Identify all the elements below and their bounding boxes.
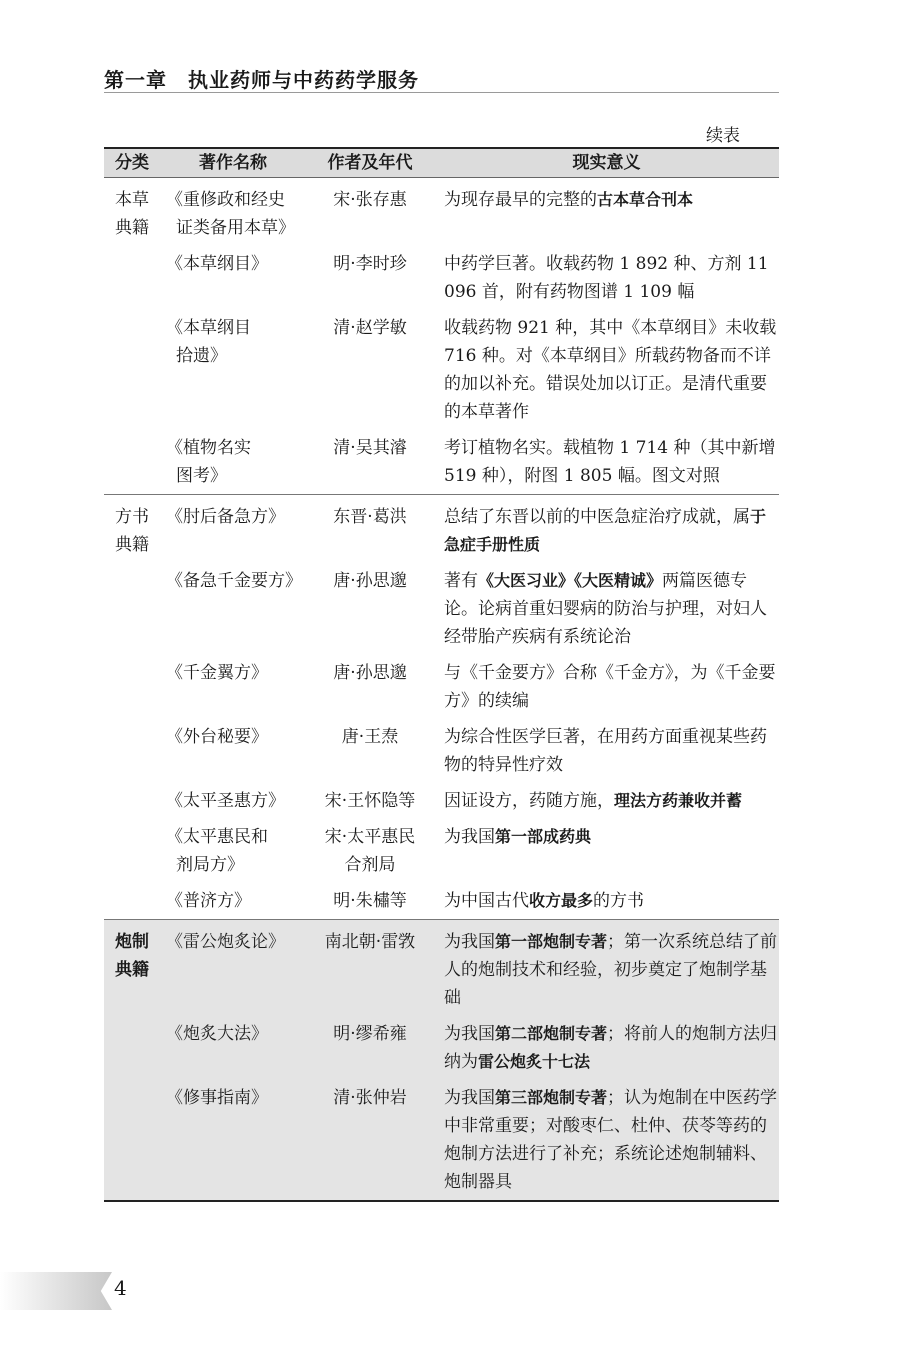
table-body — [104, 178, 779, 1200]
author-cell — [306, 434, 434, 490]
author-cell — [306, 1084, 434, 1196]
significance-text: 两篇医德专论。论病首重妇婴病的防治与护理，对妇人经带胎产疾病有系统论治 — [444, 571, 767, 647]
continuation-label: 续表 — [706, 126, 740, 146]
table-row — [160, 715, 779, 779]
title-cell — [160, 723, 306, 779]
significance-cell — [434, 787, 779, 815]
significance-text: 的方书 — [593, 891, 645, 911]
table-row — [160, 178, 779, 242]
header-rule — [104, 92, 779, 93]
author-cell — [306, 887, 434, 915]
author-line: 唐·王焘 — [341, 727, 399, 747]
table-group — [104, 919, 779, 1200]
title-line: 图考》 — [176, 466, 227, 486]
title-line: 《雷公炮炙论》 — [166, 932, 285, 952]
significance-text: 为我国 — [444, 1024, 495, 1044]
table-row — [160, 879, 779, 915]
category-cell — [104, 178, 160, 494]
author-line: 清·张仲岩 — [333, 1088, 407, 1108]
significance-emphasis: 第一部炮制专著 — [495, 932, 608, 951]
category-line: 典籍 — [115, 218, 149, 238]
table-header — [104, 149, 779, 177]
author-line: 宋·王怀隐等 — [324, 791, 416, 811]
title-cell — [160, 314, 306, 426]
title-line: 《千金翼方》 — [166, 663, 268, 683]
author-cell — [306, 503, 434, 559]
significance-text: ；认为炮制在中医药学中非常重要；对酸枣仁、杜仲、茯苓等药的炮制方法进行了补充；系统论述炮制辅料、炮制器具 — [444, 1088, 778, 1192]
group-rows — [160, 178, 779, 494]
table-group — [104, 178, 779, 494]
title-line: 拾遗》 — [176, 346, 227, 366]
table-row — [160, 1076, 779, 1196]
table-row — [160, 306, 779, 426]
title-line: 《普济方》 — [166, 891, 251, 911]
title-cell — [160, 567, 306, 651]
significance-text: 为我国 — [444, 932, 495, 952]
title-line: 《修事指南》 — [166, 1088, 268, 1108]
significance-text: 与《千金要方》合称《千金方》，为《千金要方》的续编 — [444, 663, 776, 711]
significance-cell — [434, 1020, 779, 1076]
title-cell — [160, 1020, 306, 1076]
significance-cell — [434, 1084, 779, 1196]
title-line: 《重修政和经史 — [166, 190, 285, 210]
chapter-title: 第一章 执业药师与中药药学服务 — [104, 68, 419, 92]
author-line: 宋·太平惠民 — [324, 827, 416, 847]
table-bottom-rule — [104, 1200, 779, 1202]
significance-text: 中药学巨著。收载药物 1 892 种、方剂 11 096 首，附有药物图谱 1 109 幅 — [444, 254, 769, 302]
category-line: 典籍 — [115, 960, 149, 980]
significance-text: 为我国 — [444, 1088, 495, 1108]
table-row — [160, 495, 779, 559]
table-row — [160, 779, 779, 815]
title-cell — [160, 823, 306, 879]
category-line: 典籍 — [115, 535, 149, 555]
title-cell — [160, 503, 306, 559]
title-cell — [160, 659, 306, 715]
column-header: 现实意义 — [572, 153, 641, 173]
author-line: 东晋·葛洪 — [333, 507, 407, 527]
significance-text: ；将前人的炮制方法归纳为 — [444, 1024, 778, 1072]
author-line: 唐·孙思邈 — [333, 663, 407, 683]
significance-emphasis: 《大医习业》《大医精诚》 — [478, 571, 663, 590]
title-cell — [160, 186, 306, 242]
column-header: 分类 — [115, 153, 149, 173]
title-cell — [160, 928, 306, 1012]
title-line: 《太平圣惠方》 — [166, 791, 285, 811]
author-line: 唐·孙思邈 — [333, 571, 407, 591]
significance-emphasis: 第一部成药典 — [495, 827, 592, 846]
category-line: 炮制 — [115, 932, 149, 952]
author-line: 明·缪希雍 — [333, 1024, 407, 1044]
author-cell — [306, 928, 434, 1012]
author-line: 清·赵学敏 — [333, 318, 407, 338]
author-line: 清·吴其濬 — [333, 438, 407, 458]
author-cell — [306, 186, 434, 242]
significance-emphasis: 第二部炮制专著 — [495, 1024, 608, 1043]
column-header: 著作名称 — [199, 153, 267, 173]
title-line: 《炮炙大法》 — [166, 1024, 268, 1044]
group-rows — [160, 495, 779, 919]
significance-cell — [434, 567, 779, 651]
author-line: 合剂局 — [344, 855, 396, 875]
table-row — [160, 815, 779, 879]
table — [104, 147, 779, 1202]
table-group — [104, 494, 779, 919]
table-row — [160, 242, 779, 306]
significance-emphasis: 于急症手册性质 — [444, 507, 767, 554]
significance-cell — [434, 887, 779, 915]
group-rows — [160, 920, 779, 1200]
category-line: 方书 — [115, 507, 149, 527]
significance-cell — [434, 928, 779, 1012]
author-cell — [306, 659, 434, 715]
category-cell — [104, 495, 160, 919]
author-line: 明·朱橚等 — [333, 891, 407, 911]
table-row — [160, 426, 779, 490]
significance-cell — [434, 314, 779, 426]
significance-emphasis: 第三部炮制专著 — [495, 1088, 608, 1107]
significance-emphasis: 收方最多 — [529, 891, 594, 910]
title-line: 剂局方》 — [176, 855, 244, 875]
significance-text: 总结了东晋以前的中医急症治疗成就，属 — [444, 507, 750, 527]
author-cell — [306, 250, 434, 306]
significance-text: 收载药物 921 种，其中《本草纲目》未收载 716 种。对《本草纲目》所载药物备而不详的加以补充。错误处加以订正。是清代重要的本草著作 — [444, 318, 777, 422]
title-line: 《太平惠民和 — [166, 827, 268, 847]
significance-cell — [434, 823, 779, 879]
author-line: 南北朝·雷敩 — [324, 932, 416, 952]
significance-text: 因证设方，药随方施， — [444, 791, 614, 811]
page-number: 4 — [114, 1276, 127, 1300]
title-cell — [160, 887, 306, 915]
title-cell — [160, 434, 306, 490]
significance-text: 著有 — [444, 571, 478, 591]
significance-cell — [434, 186, 779, 242]
page-tab — [0, 1272, 112, 1310]
significance-cell — [434, 503, 779, 559]
author-cell — [306, 823, 434, 879]
title-line: 《备急千金要方》 — [166, 571, 302, 591]
author-cell — [306, 1020, 434, 1076]
category-cell — [104, 920, 160, 1200]
title-line: 《本草纲目 — [166, 318, 251, 338]
title-line: 《外台秘要》 — [166, 727, 268, 747]
significance-text: 为现存最早的完整的 — [444, 190, 597, 210]
author-cell — [306, 723, 434, 779]
title-line: 《植物名实 — [166, 438, 251, 458]
author-cell — [306, 787, 434, 815]
title-cell — [160, 250, 306, 306]
table-row — [160, 1012, 779, 1076]
significance-text: 为我国 — [444, 827, 495, 847]
author-line: 宋·张存惠 — [333, 190, 407, 210]
author-cell — [306, 314, 434, 426]
significance-emphasis: 理法方药兼收并蓄 — [614, 791, 743, 810]
table-row — [160, 559, 779, 651]
title-line: 《肘后备急方》 — [166, 507, 285, 527]
title-cell — [160, 787, 306, 815]
significance-text: 为中国古代 — [444, 891, 529, 911]
table-row — [160, 651, 779, 715]
category-line: 本草 — [115, 190, 149, 210]
author-line: 明·李时珍 — [333, 254, 407, 274]
significance-text: 考订植物名实。载植物 1 714 种（其中新增 519 种），附图 1 805 幅。图文对照 — [444, 438, 776, 486]
title-cell — [160, 1084, 306, 1196]
significance-cell — [434, 659, 779, 715]
author-cell — [306, 567, 434, 651]
significance-text: ；第一次系统总结了前人的炮制技术和经验，初步奠定了炮制学基础 — [444, 932, 778, 1008]
significance-cell — [434, 434, 779, 490]
table-row — [160, 920, 779, 1012]
significance-cell — [434, 250, 779, 306]
significance-emphasis: 古本草合刊本 — [597, 190, 694, 209]
column-header: 作者及年代 — [327, 153, 413, 173]
significance-cell — [434, 723, 779, 779]
title-line: 《本草纲目》 — [166, 254, 268, 274]
title-line: 证类备用本草》 — [176, 218, 295, 238]
significance-text: 为综合性医学巨著，在用药方面重视某些药物的特异性疗效 — [444, 727, 767, 775]
significance-emphasis: 雷公炮炙十七法 — [478, 1052, 591, 1071]
